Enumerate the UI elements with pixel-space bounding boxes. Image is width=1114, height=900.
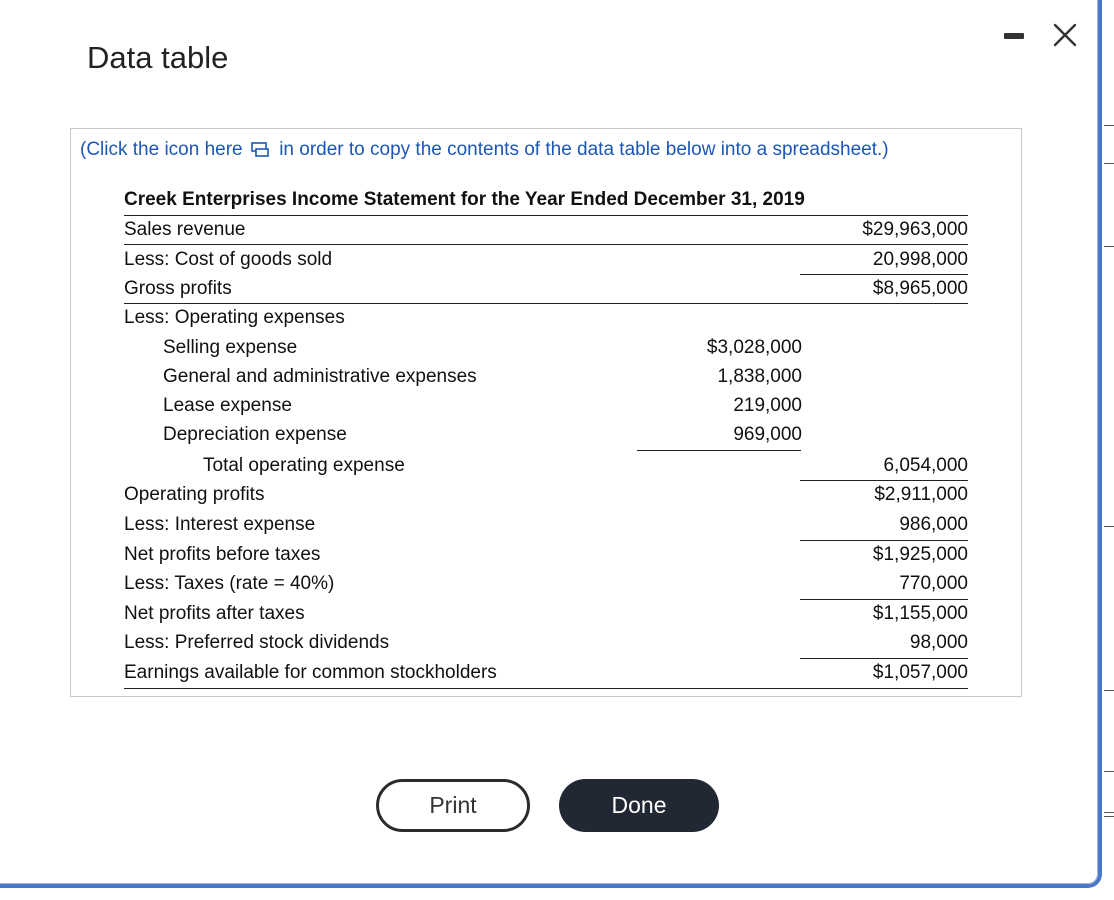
row-label: Less: Operating expenses [124,307,345,328]
table-rule [637,450,801,451]
row-label: Less: Preferred stock dividends [124,632,390,653]
row-total-value: 6,054,000 [883,455,968,476]
minimize-icon[interactable] [1004,33,1024,39]
table-rule [800,658,968,659]
row-subtotal-value: 219,000 [733,395,802,416]
row-label: Net profits before taxes [124,544,321,565]
table-rule [124,244,968,245]
print-button[interactable]: Print [376,779,530,832]
background-edge-mark [1104,816,1114,817]
row-total-value: 20,998,000 [872,249,968,270]
copy-instruction-prefix: (Click the icon here [80,139,243,160]
background-edge-mark [1104,812,1114,813]
table-row [0,337,1114,367]
row-total-value: $29,963,000 [862,219,968,240]
row-label: Earnings available for common stockholders [124,662,497,683]
copy-instruction [80,139,889,161]
close-icon[interactable] [1050,20,1080,50]
table-rule [800,274,968,275]
row-label: Sales revenue [124,219,246,240]
row-total-value: $1,925,000 [872,544,968,565]
background-edge-mark [1104,125,1114,126]
row-total-value: $1,155,000 [872,603,968,624]
row-label: Lease expense [163,395,292,416]
row-label: Less: Taxes (rate = 40%) [124,573,335,594]
table-row [0,544,1114,574]
table-rule [124,303,968,304]
table-row [0,395,1114,425]
copy-icon[interactable] [250,139,270,159]
dialog-title: Data table [87,40,229,75]
table-row [0,307,1114,337]
row-label: Total operating expense [203,455,405,476]
row-total-value: 986,000 [899,514,968,535]
table-rule [800,540,968,541]
table-rule [124,215,968,216]
row-total-value: 98,000 [909,632,968,653]
row-total-value: $2,911,000 [874,484,968,505]
table-rule [800,480,968,481]
row-label: Net profits after taxes [124,603,305,624]
row-label: Depreciation expense [163,424,347,445]
table-rule [124,688,968,689]
row-subtotal-value: 1,838,000 [717,366,802,387]
row-label: Less: Cost of goods sold [124,249,333,270]
row-label: Operating profits [124,484,265,505]
row-total-value: $8,965,000 [872,278,968,299]
table-row [0,484,1114,514]
statement-title: Creek Enterprises Income Statement for the Year Ended December 31, 2019 [124,189,805,210]
table-row [0,366,1114,396]
done-button[interactable]: Done [559,779,719,832]
background-edge-mark [1104,771,1114,772]
row-total-value: 770,000 [899,573,968,594]
table-row [0,603,1114,633]
background-edge-mark [1104,163,1114,164]
row-subtotal-value: $3,028,000 [706,337,802,358]
table-row [0,424,1114,454]
row-label: General and administrative expenses [163,366,477,387]
table-rule [800,599,968,600]
row-total-value: $1,057,000 [872,662,968,683]
row-subtotal-value: 969,000 [733,424,802,445]
row-label: Gross profits [124,278,232,299]
row-label: Selling expense [163,337,298,358]
copy-instruction-suffix: in order to copy the contents of the data table below into a spreadsheet.) [279,139,889,160]
row-label: Less: Interest expense [124,514,316,535]
